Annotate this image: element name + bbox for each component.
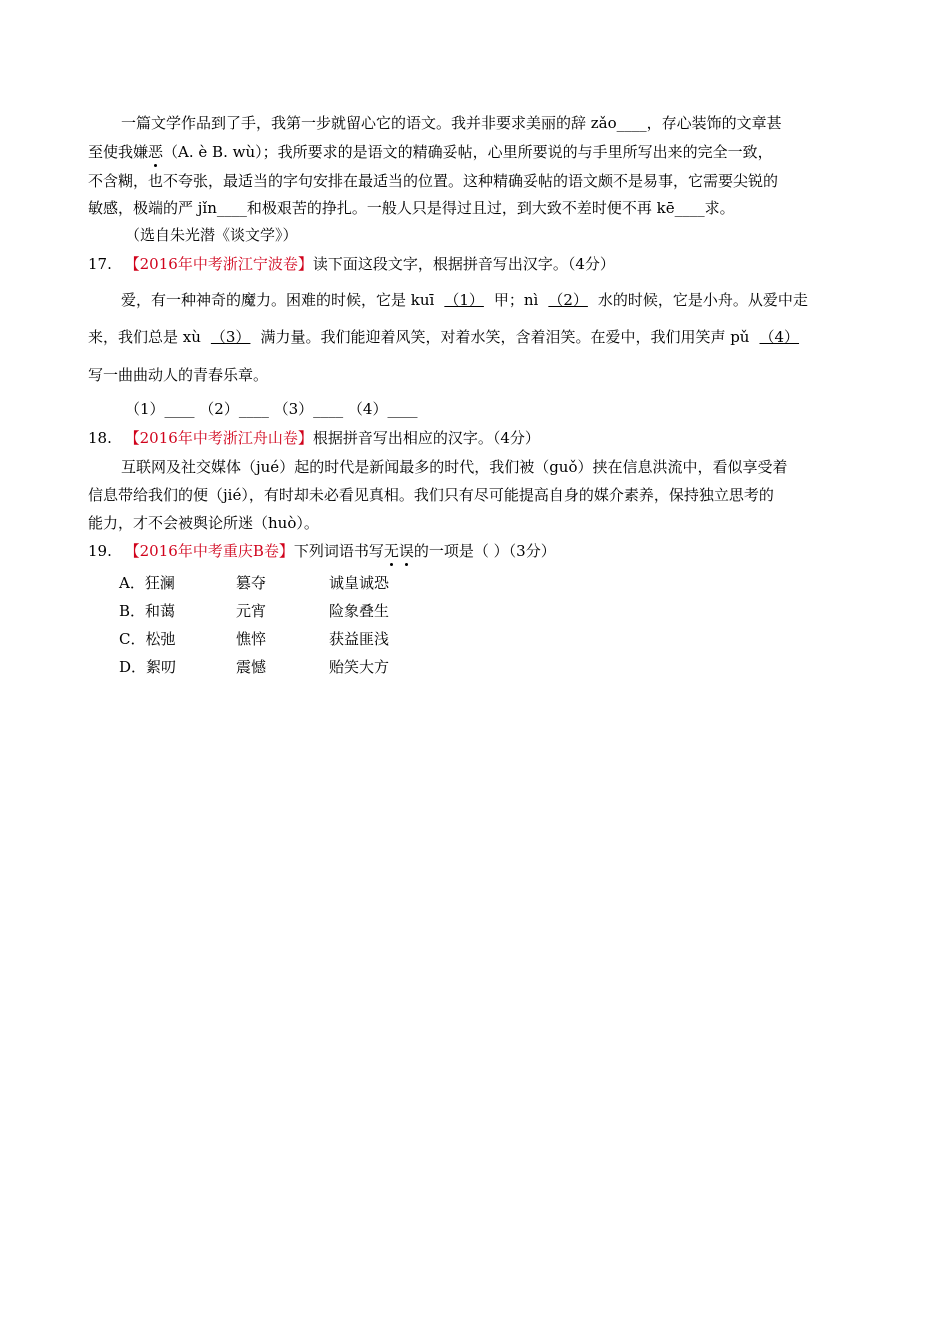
question-prompt: 根据拼音写出相应的汉字。（4分） xyxy=(312,429,540,447)
option-label: C．松弛 xyxy=(119,630,176,648)
question-number: 17. xyxy=(88,255,112,273)
option-word: 篡夺 xyxy=(236,574,267,592)
question-number: 19. xyxy=(88,542,112,560)
question-18-header xyxy=(88,428,540,448)
passage-line-2-rest: （A. è B. wù）；我所要求的是语文的精确妥帖，心里所要说的与手里所写出来的完全一致， xyxy=(163,143,773,161)
q17-text: 爱，有一种神奇的魔力。困难的时候，它是 kuī xyxy=(121,291,435,309)
emphasis-dot-char: 误 xyxy=(398,542,414,560)
passage-line-2 xyxy=(88,142,773,162)
q17-text: 满力量。我们能迎着风笑，对着水笑，含着泪笑。在爱中，我们用笑声 pǔ xyxy=(260,328,750,346)
question-source-tag: 【2016年中考浙江宁波卷】 xyxy=(124,255,313,273)
emphasis-dot-char: 无 xyxy=(383,542,399,560)
emphasis-dot-char: 恶 xyxy=(148,143,164,161)
question-prompt: 读下面这段文字，根据拼音写出汉字。（4分） xyxy=(312,255,615,273)
question-prompt: 下列词语书写 xyxy=(293,542,384,560)
passage-line-2-start: 至使我嫌 xyxy=(88,143,149,161)
question-source-tag: 【2016年中考重庆B卷】 xyxy=(124,542,294,560)
q18-line-2: 信息带给我们的便（jié），有时却未必看见真相。我们只有尽可能提高自身的媒介素养，保持独立思考的 xyxy=(88,486,774,504)
question-number: 18. xyxy=(88,429,112,447)
question-source-tag: 【2016年中考浙江舟山卷】 xyxy=(124,429,313,447)
q17-text: 来，我们总是 xù xyxy=(88,328,201,346)
q17-text: 甲；nì xyxy=(493,291,539,309)
option-label: D．絮叨 xyxy=(119,658,177,676)
blank-1[interactable]: （1） xyxy=(444,291,484,309)
blank-4[interactable]: （4） xyxy=(759,328,800,346)
question-prompt: 的一项是（ ）（3分） xyxy=(413,542,556,560)
q18-line-3: 能力，才不会被舆论所迷（huò）。 xyxy=(88,514,319,532)
q17-paragraph-line-2 xyxy=(88,327,805,347)
option-word: 贻笑大方 xyxy=(329,658,390,676)
question-19-header xyxy=(88,541,556,561)
option-word: 诚皇诚恐 xyxy=(329,574,390,592)
q17-answer-blanks[interactable]: （1）____ （2）____ （3）____ （4）____ xyxy=(125,400,418,418)
q17-text: 水的时候，它是小舟。从爱中走 xyxy=(597,291,808,309)
option-label: B．和蔼 xyxy=(119,602,176,620)
q18-line-1: 互联网及社交媒体（jué）起的时代是新闻最多的时代，我们被（guǒ）挟在信息洪流中，看似享受着 xyxy=(121,458,788,476)
blank-2[interactable]: （2） xyxy=(548,291,588,309)
option-word: 元宵 xyxy=(236,602,267,620)
q17-paragraph-line-1 xyxy=(121,290,808,310)
option-word: 获益匪浅 xyxy=(329,630,390,648)
passage-line-4: 敏感，极端的严 jǐn____和极艰苦的挣扎。一般人只是得过且过，到大致不差时便不再 kē____求。 xyxy=(88,199,735,217)
option-word: 震憾 xyxy=(236,658,267,676)
option-label: A．狂澜 xyxy=(119,574,175,592)
passage-line-1: 一篇文学作品到了手，我第一步就留心它的语文。我并非要求美丽的辞 zǎo____，存心装饰的文章甚 xyxy=(121,114,782,132)
blank-3[interactable]: （3） xyxy=(210,328,251,346)
passage-source: （选自朱光潜《谈文学》） xyxy=(125,226,298,244)
question-17-header xyxy=(88,254,615,274)
option-word: 憔悴 xyxy=(236,630,267,648)
passage-line-3: 不含糊，也不夸张，最适当的字句安排在最适当的位置。这种精确妥帖的语文颇不是易事，它需要尖锐的 xyxy=(88,172,779,190)
q17-paragraph-line-3: 写一曲曲动人的青春乐章。 xyxy=(88,366,269,384)
option-word: 险象叠生 xyxy=(329,602,390,620)
